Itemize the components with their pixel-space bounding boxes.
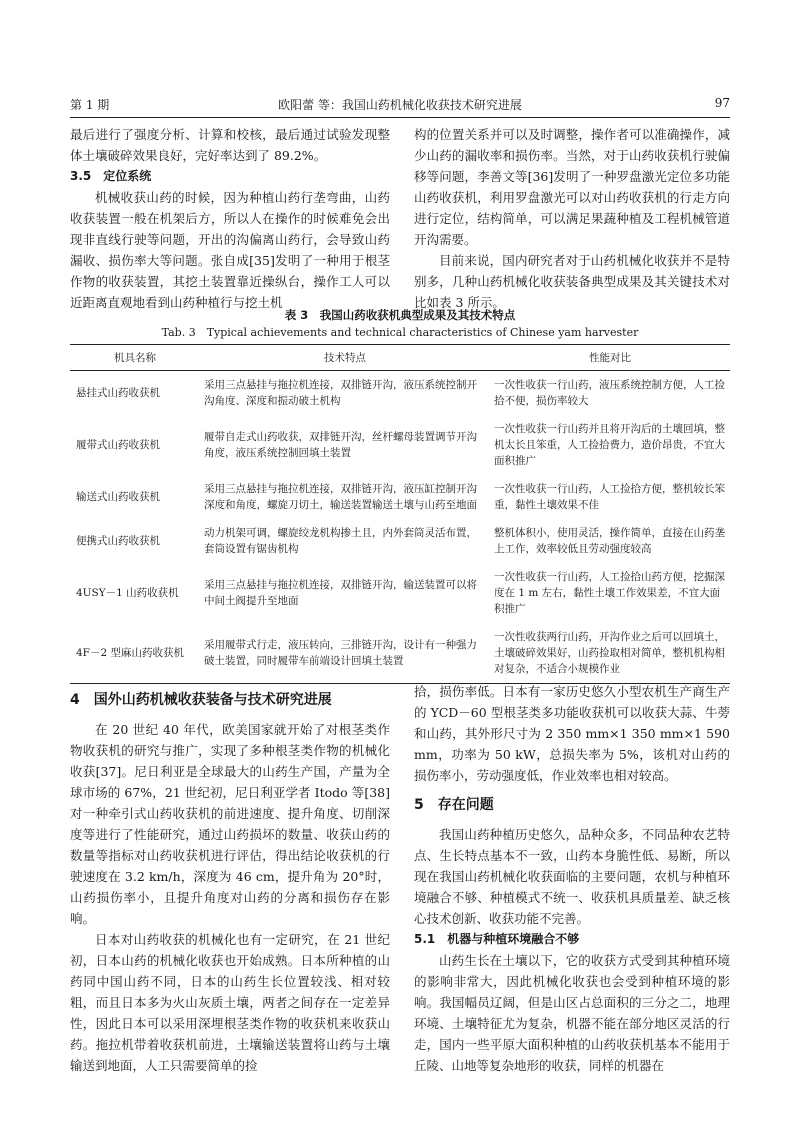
paragraph: 构的位置关系并可以及时调整，操作者可以准确操作，减少山药的漏收率和损伤率。当然，对于山药收获机行驶偏移等问题，李善文等[36]发明了一种罗盘激光定位多功能山药收获机，利用罗盘激光可以对山药收获机的行走方向进行定位，结构简单，可以满足果蔬种植及工程机械管道开沟需要。 [414, 127, 730, 247]
technical-features-cell: 采用三点悬挂与拖拉机连接，双排链开沟，输送装置可以将中间土阀提升至地面 [204, 579, 477, 607]
performance-cell: 一次性收获两行山药，开沟作业之后可以回填土，土壤破碎效果好，山药捡取相对简单，整机机构相对复杂，不适合小规模作业 [490, 623, 730, 684]
paragraph: 目前来说，国内研究者对于山药机械化收获并不是特别多，几种山药机械化收获装备典型成果及其关键技术对比如表 3 所示。 [414, 253, 730, 310]
paragraph: 最后进行了强度分析、计算和校核，最后通过试验发现整体土壤破碎效果良好，完好率达到了 89.2%。 [70, 127, 390, 163]
table-row [70, 519, 730, 563]
table-header-row [70, 345, 730, 371]
table-3 [70, 344, 730, 684]
machine-name-cell: 输送式山药收获机 [76, 491, 160, 503]
machine-name-cell: 便携式山药收获机 [76, 535, 160, 547]
column-top-left [70, 124, 390, 313]
technical-features-cell: 履带自走式山药收获，双排链开沟，丝杆螺母装置调节开沟角度，液压系统控制回填土装置 [204, 431, 477, 459]
page-number: 97 [714, 96, 730, 110]
table-header-cell: 技术特点 [200, 345, 490, 371]
paragraph: 我国山药种植历史悠久，品种众多，不同品种农艺特点、生长特点基本不一致，山药本身脆性低、易断，所以现在我国山药机械化收获面临的主要问题，农机与种植环境融合不够、种植模式不统一、收获机具质量差、缺乏核心技术创新、收获功能不完善。 [414, 827, 730, 926]
table-row [70, 371, 730, 416]
table-caption-zh: 表 3 我国山药收获机典型成果及其技术特点 [284, 308, 516, 322]
technical-features-cell: 采用履带式行走，液压转向，三排链开沟，设计有一种强力破土装置，同时履带车前端设计回填土装置 [200, 623, 490, 684]
running-title: 欧阳蕾 等：我国山药机械化收获技术研究进展 [278, 98, 522, 112]
machine-name-cell: 4USY－1 山药收获机 [76, 587, 179, 599]
performance-cell: 整机体积小，使用灵活，操作简单，直接在山药垄上工作，效率较低且劳动强度较高 [494, 527, 725, 555]
issue-number: 第 1 期 [70, 98, 110, 112]
performance-cell: 一次性收获一行山药并且将开沟后的土壤回填，整机太长且笨重，人工捡拾费力，造价昂贵，不宜大面积推广 [494, 423, 725, 467]
table-header-cell: 机具名称 [70, 345, 200, 371]
paragraph: 拾，损伤率低。日本有一家历史悠久小型农机生产商生产的 YCD－60 型根茎类多功能收获机可以收获大蒜、牛蒡和山药，其外形尺寸为 2 350 mm×1 350 mm×1 590 mm，功率为 50 kW，总损失率为 5%，该机对山药的损伤率小，劳动强度低，作业效率也相对较高。 [414, 684, 730, 783]
table-row [70, 475, 730, 519]
paragraph: 在 20 世纪 40 年代，欧美国家就开始了对根茎类作物收获机的研究与推广，实现了多种根茎类作物的机械化收获[37]。尼日利亚是全球最大的山药生产国，产量为全球市场的 67%，21 世纪初，尼日利亚学者 Itodo 等[38]对一种牵引式山药收获机的前进速度、提升角度、切削深度等进行了性能研究，通过山药损坏的数量、收获山药的数量等指标对山药收获机进行评估，得出结论收获机的行驶速度在 3.2 km/h，深度为 46 cm，提升角为 20°时，山药损伤率小，且提升角度对山药的分离和损伤存在影响。 [70, 722, 390, 926]
column-top-right [414, 124, 730, 313]
table-row [70, 563, 730, 623]
paragraph: 机械收获山药的时候，因为种植山药行垄弯曲，山药收获装置一般在机架后方，所以人在操作的时候难免会出现非直线行驶等问题，开出的沟偏离山药行，会导致山药漏收、损伤率大等问题。张自成[35]发明了一种用于根茎作物的收获装置，其挖土装置靠近操纵台，操作工人可以近距离直观地看到山药种植行与挖土机 [70, 190, 390, 310]
machine-name-cell: 4F－2 型麻山药收获机 [70, 623, 200, 684]
running-header [70, 96, 730, 116]
subsection-heading: 5.1 机器与种植环境融合不够 [414, 932, 580, 946]
table-row [70, 415, 730, 475]
paragraph: 日本对山药收获的机械化也有一定研究，在 21 世纪初，日本山药的机械化收获也开始成熟。日本所种植的山药同中国山药不同，日本的山药生长位置较浅、相对较粗，而且日本多为火山灰质土壤，两者之间存在一定差异性，因此日本可以采用深埋根茎类作物的收获机来收获山药。拖拉机带着收获机前进，土壤输送装置将山药与土壤输送到地面，人工只需要简单的捡 [70, 932, 390, 1073]
table-header-cell: 性能对比 [490, 345, 730, 371]
table-row [70, 623, 730, 684]
section-heading: 5 存在问题 [414, 797, 494, 813]
paragraph: 山药生长在土壤以下，它的收获方式受到其种植环境的影响非常大，因此机械化收获也会受到种植环境的影响。我国幅员辽阔，但是山区占总面积的三分之二，地理环境、土壤特征尤为复杂，机器不能在部分地区灵活的行走，国内一些平原大面积种植的山药收获机基本不能用于丘陵、山地等复杂地形的收获，同样的机器在 [414, 953, 730, 1073]
machine-name-cell: 悬挂式山药收获机 [76, 387, 160, 399]
header-rule [70, 117, 730, 118]
technical-features-cell: 采用三点悬挂与拖拉机连接，双排链开沟，液压缸控制开沟深度和角度，螺旋刀切土，输送装置输送土壤与山药至地面 [204, 483, 477, 511]
machine-name-cell: 履带式山药收获机 [76, 439, 160, 451]
performance-cell: 一次性收获一行山药，人工捡拾山药方便，挖掘深度在 1 m 左右，黏性土壤工作效果差，不宜大面积推广 [494, 571, 725, 615]
table-caption-en: Tab. 3 Typical achievements and technical characteristics of Chinese yam harvester [161, 326, 639, 339]
column-bottom-right [414, 681, 730, 1076]
subsection-heading: 3.5 定位系统 [70, 169, 152, 183]
section-heading: 4 国外山药机械收获装备与技术研究进展 [70, 692, 332, 708]
technical-features-cell: 采用三点悬挂与拖拉机连接，双排链开沟，液压系统控制开沟角度、深度和振动破土机构 [204, 379, 477, 407]
technical-features-cell: 动力机架可调，螺旋绞龙机构掺土且，内外套筒灵活布置，套筒设置有锯齿机构 [204, 527, 477, 555]
performance-cell: 一次性收获一行山药，液压系统控制方便，人工捡拾不便，损伤率较大 [494, 379, 725, 407]
performance-cell: 一次性收获一行山药，人工捡拾方便，整机较长笨重，黏性土壤效果不佳 [494, 483, 725, 511]
column-bottom-left [70, 681, 390, 1076]
